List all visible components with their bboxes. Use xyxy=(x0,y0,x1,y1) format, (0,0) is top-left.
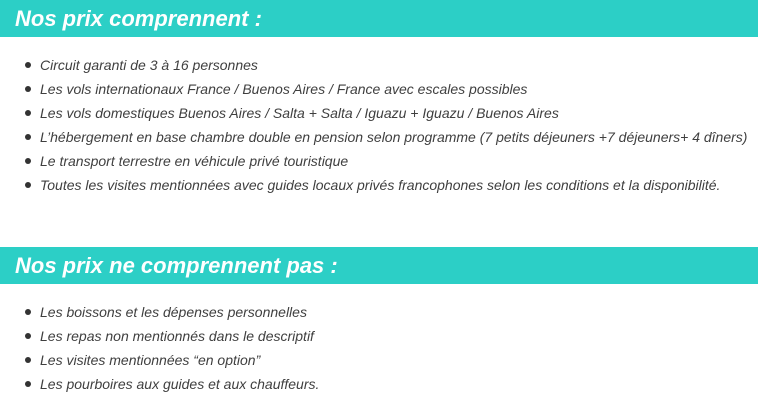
bullet-icon xyxy=(25,357,31,363)
bullet-icon xyxy=(25,110,31,116)
included-heading: Nos prix comprennent : xyxy=(0,0,758,37)
bullet-icon xyxy=(25,381,31,387)
excluded-section xyxy=(0,247,758,392)
list-item-text: Les repas non mentionnés dans le descriptif xyxy=(40,328,314,344)
bullet-icon xyxy=(25,134,31,140)
list-item-text: Les pourboires aux guides et aux chauffeurs. xyxy=(40,376,320,392)
list-item-text: Les vols internationaux France / Buenos Aires / France avec escales possibles xyxy=(40,81,528,97)
list-item-text: Toutes les visites mentionnées avec guides locaux privés francophones selon les conditions et la disponibilité. xyxy=(40,177,721,193)
included-section xyxy=(0,0,758,193)
list-item-text: Circuit garanti de 3 à 16 personnes xyxy=(40,57,258,73)
bullet-icon xyxy=(25,62,31,68)
bullet-icon xyxy=(25,86,31,92)
list-item xyxy=(0,149,758,173)
list-item xyxy=(0,372,758,396)
bullet-icon xyxy=(25,333,31,339)
included-list xyxy=(0,53,758,197)
list-item-text: Les vols domestiques Buenos Aires / Salta + Salta / Iguazu + Iguazu / Buenos Aires xyxy=(40,105,559,121)
list-item xyxy=(0,300,758,324)
bullet-icon xyxy=(25,309,31,315)
list-item xyxy=(0,173,758,197)
list-item-text: L’hébergement en base chambre double en pension selon programme (7 petits déjeuners +7 déjeuners+ 4 dîners) xyxy=(40,129,748,145)
list-item xyxy=(0,77,758,101)
bullet-icon xyxy=(25,182,31,188)
list-item-text: Les visites mentionnées “en option” xyxy=(40,352,261,368)
list-item xyxy=(0,53,758,77)
list-item-text: Le transport terrestre en véhicule privé touristique xyxy=(40,153,349,169)
list-item xyxy=(0,101,758,125)
list-item xyxy=(0,324,758,348)
list-item xyxy=(0,125,758,149)
bullet-icon xyxy=(25,158,31,164)
excluded-heading: Nos prix ne comprennent pas : xyxy=(0,247,758,284)
list-item xyxy=(0,348,758,372)
list-item-text: Les boissons et les dépenses personnelles xyxy=(40,304,307,320)
excluded-list xyxy=(0,300,758,396)
